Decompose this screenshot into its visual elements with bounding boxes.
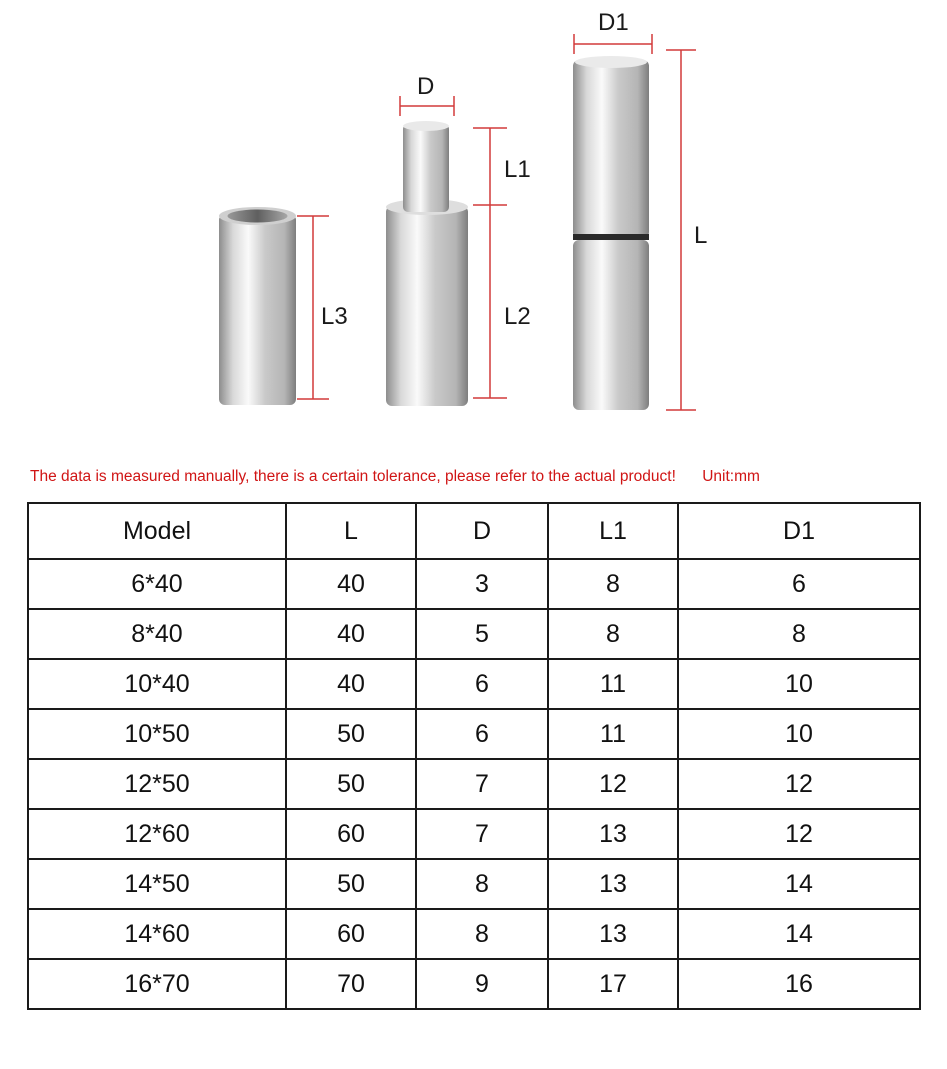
cell-l: 50 (286, 709, 416, 759)
cell-l1: 11 (548, 659, 678, 709)
dimension-d1 (574, 34, 652, 54)
cell-d1: 10 (678, 659, 920, 709)
dimension-l1-l2 (473, 128, 507, 398)
table-row (28, 909, 920, 959)
cell-d1: 14 (678, 909, 920, 959)
label-d: D (417, 73, 435, 100)
header-l: L (286, 503, 416, 559)
cell-d1: 16 (678, 959, 920, 1009)
tolerance-notice (30, 468, 930, 486)
cell-l1: 8 (548, 609, 678, 659)
cell-model: 6*40 (28, 559, 286, 609)
cell-l1: 13 (548, 859, 678, 909)
cell-d: 8 (416, 859, 548, 909)
cell-d: 9 (416, 959, 548, 1009)
cell-d1: 10 (678, 709, 920, 759)
unit-text: Unit:mm (702, 468, 760, 485)
hinge-pin-diagram (0, 0, 947, 450)
cell-d1: 12 (678, 759, 920, 809)
label-l1: L1 (504, 156, 531, 183)
cell-l: 70 (286, 959, 416, 1009)
cell-model: 8*40 (28, 609, 286, 659)
cell-l: 60 (286, 809, 416, 859)
pin-part (386, 121, 468, 406)
cell-l1: 13 (548, 809, 678, 859)
sleeve-part (219, 207, 296, 405)
spec-table (27, 502, 921, 1010)
cell-l1: 11 (548, 709, 678, 759)
table-row (28, 559, 920, 609)
table-header-row (28, 503, 920, 559)
cell-model: 14*50 (28, 859, 286, 909)
assembled-hinge-part (573, 56, 649, 410)
cell-l: 60 (286, 909, 416, 959)
table-row (28, 759, 920, 809)
header-d1: D1 (678, 503, 920, 559)
table-row (28, 609, 920, 659)
cell-d1: 8 (678, 609, 920, 659)
cell-model: 10*40 (28, 659, 286, 709)
cell-model: 12*60 (28, 809, 286, 859)
table-row (28, 859, 920, 909)
table-row (28, 659, 920, 709)
cell-d1: 12 (678, 809, 920, 859)
cell-d1: 14 (678, 859, 920, 909)
header-model: Model (28, 503, 286, 559)
cell-d: 6 (416, 709, 548, 759)
cell-model: 12*50 (28, 759, 286, 809)
table-row (28, 809, 920, 859)
cell-l1: 17 (548, 959, 678, 1009)
cell-model: 16*70 (28, 959, 286, 1009)
notice-text: The data is measured manually, there is a certain tolerance, please refer to the actual product! (30, 468, 676, 485)
table-row (28, 959, 920, 1009)
cell-l: 40 (286, 609, 416, 659)
label-l: L (694, 222, 708, 249)
cell-l: 50 (286, 759, 416, 809)
header-d: D (416, 503, 548, 559)
cell-model: 10*50 (28, 709, 286, 759)
dimension-l (666, 50, 696, 410)
cell-l1: 12 (548, 759, 678, 809)
cell-d: 7 (416, 759, 548, 809)
cell-model: 14*60 (28, 909, 286, 959)
cell-d1: 6 (678, 559, 920, 609)
cell-l: 50 (286, 859, 416, 909)
cell-l1: 8 (548, 559, 678, 609)
cell-l1: 13 (548, 909, 678, 959)
label-d1: D1 (598, 9, 629, 36)
cell-d: 3 (416, 559, 548, 609)
table-row (28, 709, 920, 759)
cell-l: 40 (286, 559, 416, 609)
cell-d: 7 (416, 809, 548, 859)
label-l3: L3 (321, 303, 348, 330)
label-l2: L2 (504, 303, 531, 330)
cell-l: 40 (286, 659, 416, 709)
cell-d: 5 (416, 609, 548, 659)
cell-d: 8 (416, 909, 548, 959)
header-l1: L1 (548, 503, 678, 559)
cell-d: 6 (416, 659, 548, 709)
